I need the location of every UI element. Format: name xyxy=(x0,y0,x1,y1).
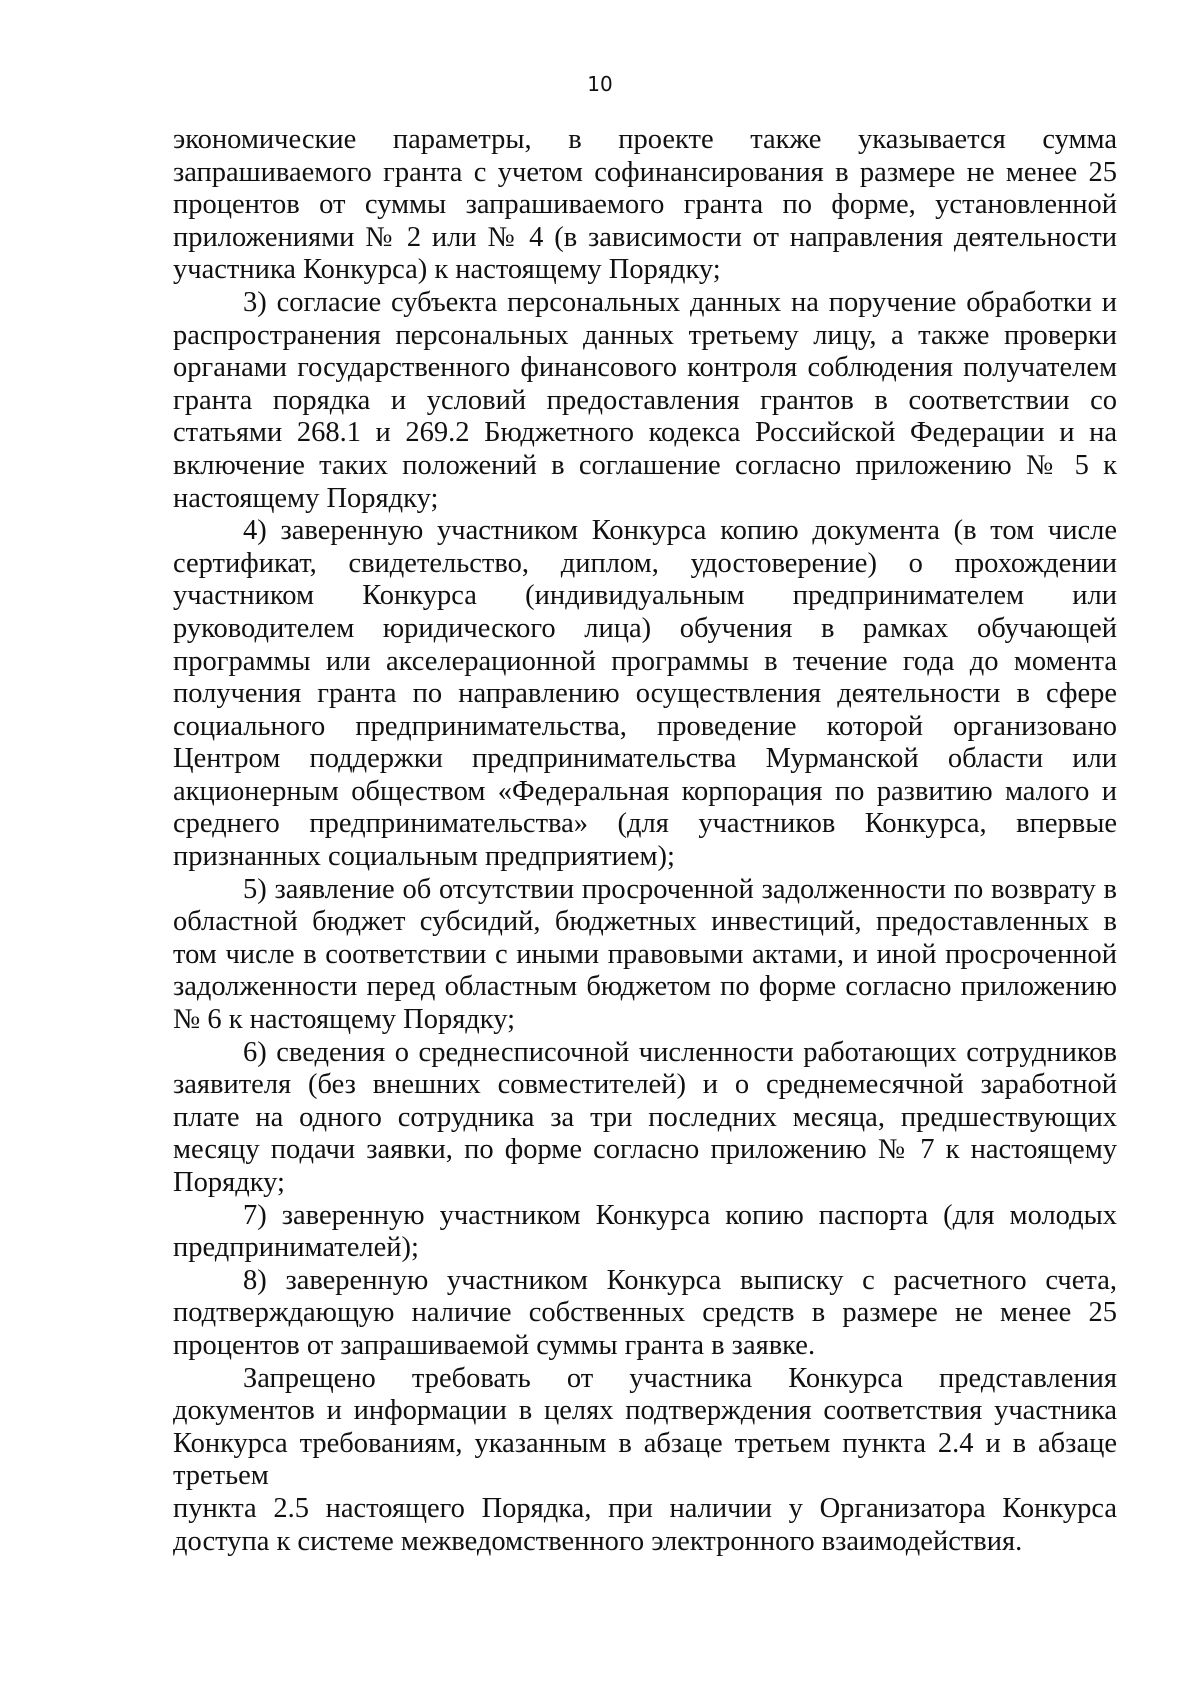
paragraph-item-6: 6) сведения о среднесписочной численности работающих сотрудников заявителя (без внешних совместителей) и о среднемесячной заработной плате на одного сотрудника за три последних месяца, предшествующих месяцу подачи заявки, по форме согласно приложению № 7 к настоящему Порядку; xyxy=(173,1036,1117,1198)
paragraph-item-4: 4) заверенную участником Конкурса копию документа (в том числе сертификат, свидетельство, диплом, удостоверение) о прохождении участником Конкурса (индивидуальным предпринимателем или руководителем юридического лица) обучения в рамках обучающей программы или акселерационной программы в течение года до момента получения гранта по направлению осуществления деятельности в сфере социального предпринимательства, проведение которой организовано Центром поддержки предпринимательства Мурманской области или акционерным обществом «Федеральная корпорация по развитию малого и среднего предпринимательства» (для участников Конкурса, впервые признанных социальным предприятием); xyxy=(173,515,1117,873)
paragraph-continuation: экономические параметры, в проекте также указывается сумма запрашиваемого гранта с учетом софинансирования в размере не менее 25 процентов от суммы запрашиваемого гранта по форме, установленной приложениями № 2 или № 4 (в зависимости от направления деятельности участника Конкурса) к настоящему Порядку; xyxy=(173,124,1117,286)
paragraph-item-8: 8) заверенную участником Конкурса выписку с расчетного счета, подтверждающую наличие собственных средств в размере не менее 25 процентов от запрашиваемой суммы гранта в заявке. xyxy=(173,1264,1117,1361)
paragraph-prohibition: Запрещено требовать от участника Конкурса представления документов и информации в целях подтверждения соответствия участника Конкурса требованиям, указанным в абзаце третьем пункта 2.4 и в абзаце третьем xyxy=(173,1362,1117,1492)
paragraph-item-5: 5) заявление об отсутствии просроченной задолженности по возврату в областной бюджет субсидий, бюджетных инвестиций, предоставленных в том числе в соответствии с иными правовыми актами, и иной просроченной задолженности перед областным бюджетом по форме согласно приложению № 6 к настоящему Порядку; xyxy=(173,873,1117,1036)
paragraph-item-7: 7) заверенную участником Конкурса копию паспорта (для молодых предпринимателей); xyxy=(173,1199,1117,1264)
paragraph-prohibition-continuation: пункта 2.5 настоящего Порядка, при наличии у Организатора Конкурса доступа к системе межведомственного электронного взаимодействия. xyxy=(173,1492,1117,1557)
paragraph-item-3: 3) согласие субъекта персональных данных на поручение обработки и распространения персональных данных третьему лицу, а также проверки органами государственного финансового контроля соблюдения получателем гранта порядка и условий предоставления грантов в соответствии со статьями 268.1 и 269.2 Бюджетного кодекса Российской Федерации и на включение таких положений в соглашение согласно приложению № 5 к настоящему Порядку; xyxy=(173,286,1117,514)
document-body xyxy=(173,124,1117,1558)
page-number: 10 xyxy=(587,72,613,96)
